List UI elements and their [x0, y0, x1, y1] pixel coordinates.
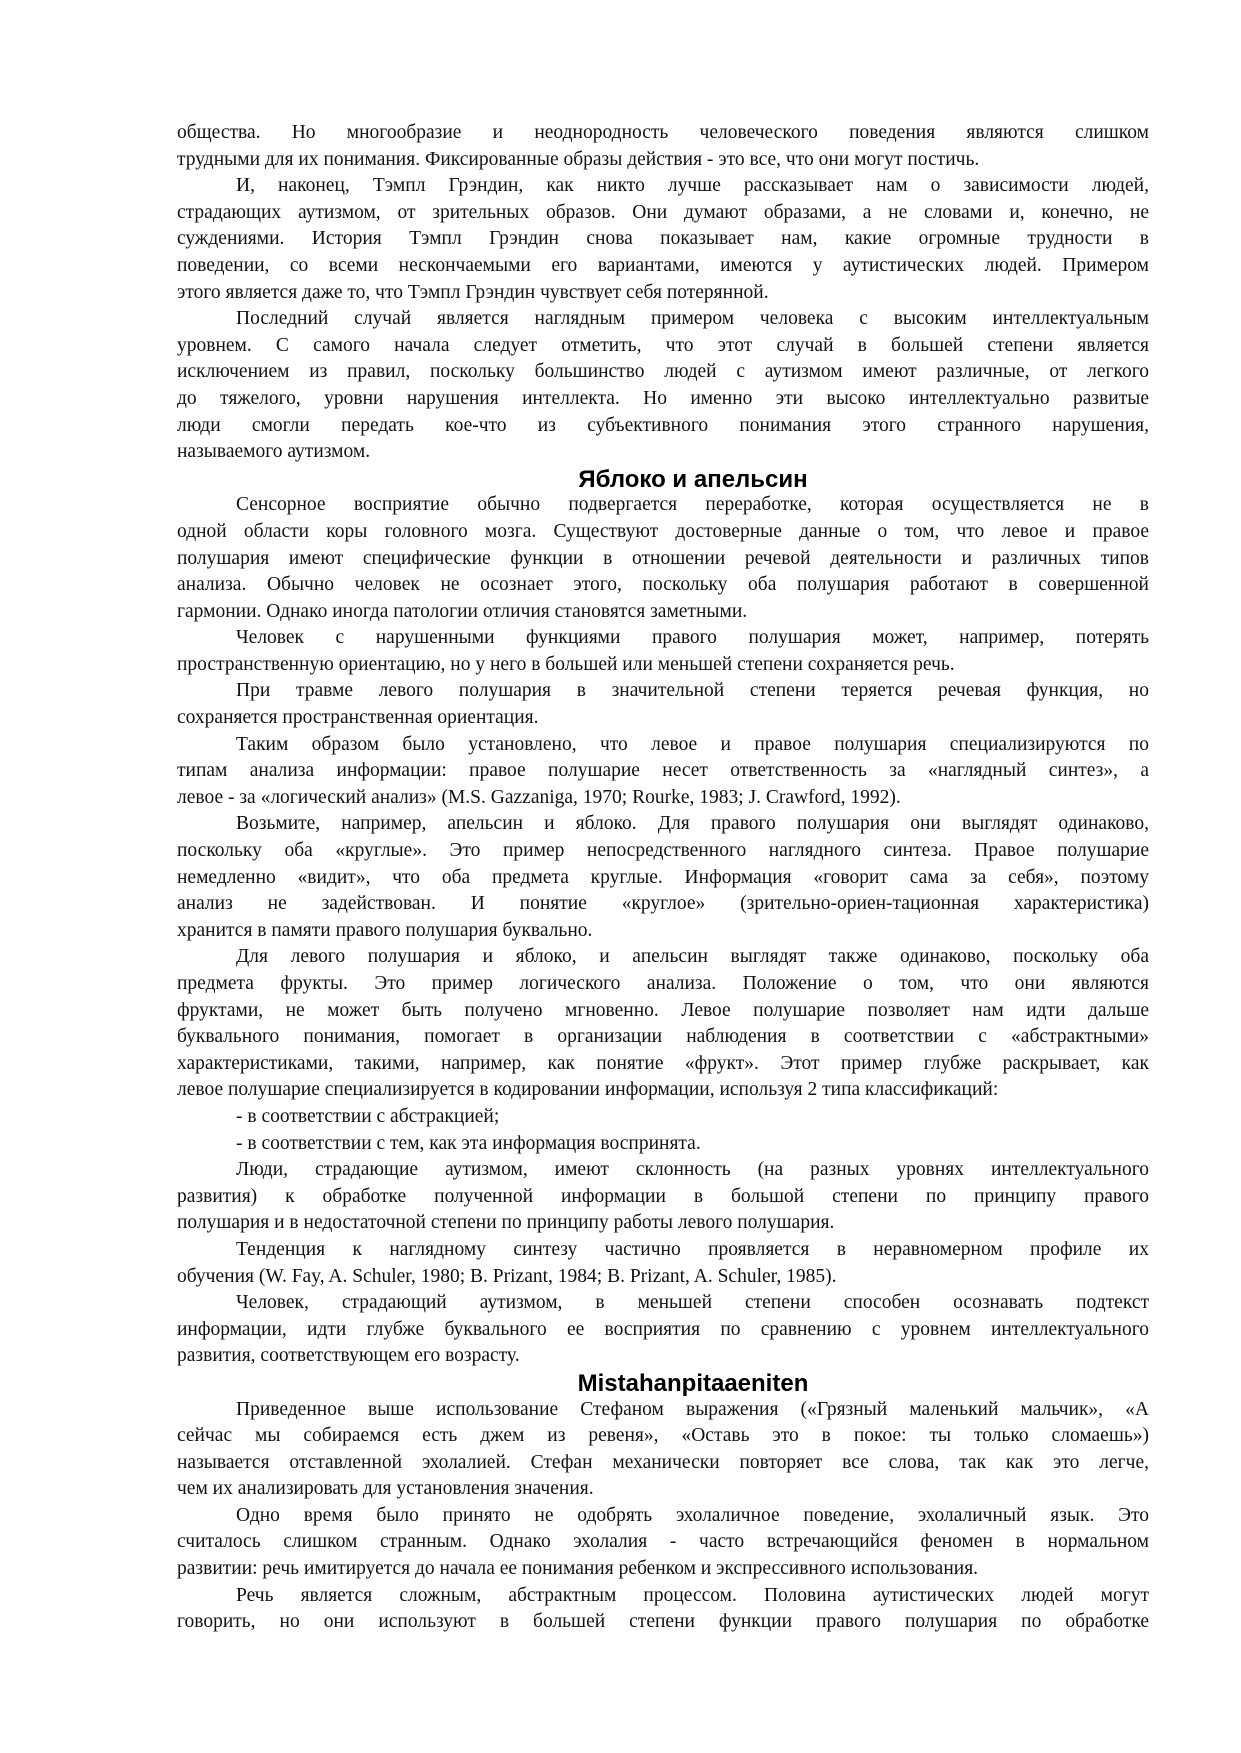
text-line: хранится в памяти правого полушария буквально.: [177, 919, 593, 941]
text-line: - в соответствии с тем, как эта информация воспринята.: [236, 1132, 701, 1154]
text-line: информации, идти глубже буквального ее восприятия по сравнению с уровнем интеллектуального: [177, 1318, 1149, 1340]
text-line: пространственную ориентацию, но у него в большей или меньшей степени сохраняется речь.: [177, 653, 955, 675]
text-line: Сенсорное восприятие обычно подвергается переработке, которая осуществляется не в: [236, 494, 1149, 516]
paragraph: [177, 306, 1149, 466]
paragraph: [177, 492, 1149, 625]
text-line: типам анализа информации: правое полушарие несет ответственность за «наглядный синтез», а: [177, 760, 1149, 782]
text-line: суждениями. История Тэмпл Грэндин снова показывает нам, какие огромные трудности в: [177, 228, 1149, 250]
paragraph: [177, 1397, 1149, 1503]
paragraph: [177, 811, 1149, 944]
paragraph: [177, 173, 1149, 306]
text-line: чем их анализировать для установления значения.: [177, 1478, 594, 1500]
text-line: Тенденция к наглядному синтезу частично проявляется в неравномерном профиле их: [236, 1238, 1149, 1260]
text-line: предмета фрукты. Это пример логического анализа. Положение о том, что они являются: [177, 973, 1149, 994]
text-line: полушария и в недостаточной степени по принципу работы левого полушария.: [177, 1212, 835, 1234]
text-line: анализа. Обычно человек не осознает этого, поскольку оба полушария работают в совершенной: [177, 574, 1149, 596]
paragraph: [177, 1583, 1149, 1636]
text-line: анализ не задействован. И понятие «круглое» (зрительно-ориен-тационная характеристика): [177, 893, 1149, 915]
text-line: фруктами, не может быть получено мгновенно. Левое полушарие позволяет нам идти дальше: [177, 999, 1149, 1021]
text-line: трудными для их понимания. Фиксированные образы действия - это все, что они могут постичь.: [177, 148, 980, 170]
text-line: гармонии. Однако иногда патологии отличия становятся заметными.: [177, 600, 748, 622]
text-line: общества. Но многообразие и неоднородность человеческого поведения являются слишком: [177, 122, 1149, 143]
text-line: Люди, страдающие аутизмом, имеют склонность (на разных уровнях интеллектуального: [236, 1159, 1149, 1181]
text-line: полушария имеют специфические функции в отношении речевой деятельности и различных типов: [177, 547, 1149, 569]
text-line: И, наконец, Тэмпл Грэндин, как никто лучше рассказывает нам о зависимости людей,: [236, 175, 1149, 197]
text-line: Последний случай является наглядным примером человека с высоким интеллектуальным: [236, 308, 1149, 330]
paragraph: [177, 732, 1149, 812]
paragraph: [177, 625, 1149, 678]
text-line: одной области коры головного мозга. Существуют достоверные данные о том, что левое и правое: [177, 520, 1149, 542]
text-line: Человек, страдающий аутизмом, в меньшей степени способен осознавать подтекст: [236, 1292, 1149, 1314]
text-line: называется отставленной эхолалией. Стефан механически повторяет все слова, так как это легче,: [177, 1451, 1149, 1473]
text-line: характеристиками, такими, например, как понятие «фрукт». Этот пример глубже раскрывает, как: [177, 1052, 1149, 1074]
text-line: уровнем. С самого начала следует отметить, что этот случай в большей степени является: [177, 334, 1149, 356]
text-line: - в соответствии с абстракцией;: [236, 1105, 500, 1127]
text-line: немедленно «видит», что оба предмета круглые. Информация «говорит сама за себя», поэтому: [177, 866, 1149, 888]
text-line: поведении, со всеми нескончаемыми его вариантами, имеются у аутистических людей. Примером: [177, 254, 1149, 276]
text-line: Речь является сложным, абстрактным процессом. Половина аутистических людей могут: [236, 1584, 1149, 1606]
paragraph: [177, 120, 1149, 173]
text-line: Возьмите, например, апельсин и яблоко. Для правого полушария они выглядят одинаково,: [236, 813, 1149, 835]
document-page: [177, 120, 1149, 1636]
text-line: буквального понимания, помогает в организации наблюдения в соответствии с «абстрактными»: [177, 1026, 1149, 1048]
text-line: люди смогли передать кое-что из субъективного понимания этого странного нарушения,: [177, 414, 1149, 436]
text-line: этого является даже то, что Тэмпл Грэндин чувствует себя потерянной.: [177, 281, 769, 303]
text-line: Приведенное выше использование Стефаном выражения («Грязный маленький мальчик», «А: [236, 1398, 1149, 1420]
paragraph: [177, 1503, 1149, 1583]
text-line: обучения (W. Fay, A. Schuler, 1980; B. Prizant, 1984; B. Prizant, A. Schuler, 1985).: [177, 1265, 837, 1287]
paragraph: [177, 1290, 1149, 1370]
text-line: развития, соответствующем его возрасту.: [177, 1345, 520, 1367]
text-line: считалось слишком странным. Однако эхолалия - часто встречающийся феномен в нормальном: [177, 1531, 1149, 1553]
text-line: исключением из правил, поскольку большинство людей с аутизмом имеют различные, от легкого: [177, 361, 1149, 383]
text-line: левое - за «логический анализ» (M.S. Gazzaniga, 1970; Rourke, 1983; J. Crawford, 1992).: [177, 786, 901, 808]
paragraph: [177, 1104, 1149, 1131]
text-line: до тяжелого, уровни нарушения интеллекта. Но именно эти высоко интеллектуально развитые: [177, 387, 1149, 409]
text-line: При травме левого полушария в значительной степени теряется речевая функция, но: [236, 680, 1149, 702]
paragraph: [177, 1131, 1149, 1158]
text-line: говорить, но они используют в большей степени функции правого полушария по обработке: [177, 1611, 1149, 1633]
text-line: называемого аутизмом.: [177, 441, 371, 463]
text-line: сейчас мы собираемся есть джем из ревеня», «Оставь это в покое: ты только сломаешь»): [177, 1425, 1149, 1447]
text-line: левое полушарие специализируется в кодировании информации, используя 2 типа классификаций:: [177, 1079, 999, 1101]
paragraph: [177, 678, 1149, 731]
text-line: поскольку оба «круглые». Это пример непосредственного наглядного синтеза. Правое полушарие: [177, 840, 1149, 862]
paragraph: [177, 1237, 1149, 1290]
section-heading: Mistahanpitaaeniten: [577, 1369, 809, 1397]
text-line: развитии: речь имитируется до начала ее понимания ребенком и экспрессивного использования.: [177, 1558, 979, 1580]
text-line: развития) к обработке полученной информации в большой степени по принципу правого: [177, 1185, 1149, 1207]
paragraph: [177, 944, 1149, 1104]
text-line: Одно время было принято не одобрять эхолаличное поведение, эхолаличный язык. Это: [236, 1504, 1149, 1526]
text-line: сохраняется пространственная ориентация.: [177, 707, 539, 729]
paragraph: [177, 1157, 1149, 1237]
section-heading: Яблоко и апельсин: [578, 465, 808, 493]
text-line: Таким образом было установлено, что левое и правое полушария специализируются по: [236, 733, 1149, 755]
text-line: Для левого полушария и яблоко, и апельсин выглядят также одинаково, поскольку оба: [236, 946, 1149, 968]
text-line: Человек с нарушенными функциями правого полушария может, например, потерять: [236, 627, 1149, 649]
text-line: страдающих аутизмом, от зрительных образов. Они думают образами, а не словами и, конечно, не: [177, 201, 1149, 223]
